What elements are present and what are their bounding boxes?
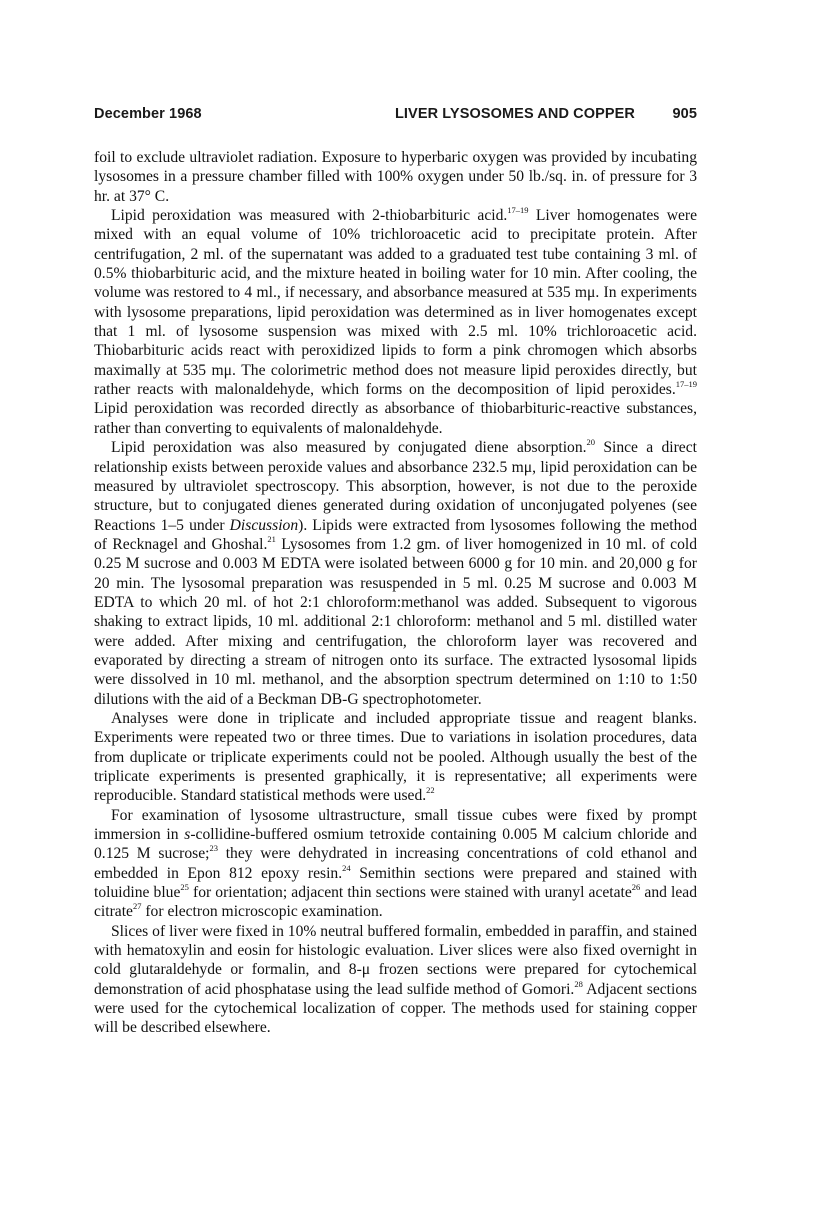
text: Lipid peroxidation was measured with 2-thiobarbituric acid. [111,207,508,225]
text: they were dehydrated in increasing concentrations of cold ethanol and embedded in Epon 812 epoxy resin. [94,845,697,882]
reference-superscript: 20 [586,436,596,447]
text: Lipid peroxidation was also measured by conjugated diene absorption. [111,439,587,457]
reference-superscript: 26 [631,881,641,892]
text: and lead citrate [94,884,697,921]
text: Lipid peroxidation was recorded directly as absorbance of thiobarbituric-reactive substances, rather than converting to equivalents of malonaldehyde. [94,400,697,437]
reference-superscript: 17–19 [675,378,697,389]
reference-superscript: 28 [574,978,583,989]
text: Lysosomes from 1.2 gm. of liver homogenized in 10 ml. of cold 0.25 M sucrose and 0.003 M EDTA were isolated between 6000 g for 10 min. and 20,000 g for 20 min. The lysosomal preparation was resuspended in 5 ml. 0.25 M sucrose and 0.003 M EDTA to which 20 ml. of hot 2:1 chloroform:methanol was added. Subsequent to vigorous shaking to extract lipids, 10 ml. additional 2:1 chloroform: methanol and 5 ml. distilled water were added. After mixing and centrifugation, the chloroform layer was recovered and evaporated by directing a stream of nitrogen onto its surface. The extracted lysosomal lipids were dissolved in 10 ml. methanol, and the absorption spectrum determined on 1:10 to 1:50 dilutions with the aid of a Beckman DB-G spectrophotometer. [94,535,698,708]
reference-superscript: 23 [209,843,218,854]
reference-superscript: 27 [132,901,142,912]
text: for orientation; adjacent thin sections were stained with uranyl acetate [188,884,632,902]
running-title: LIVER LYSOSOMES AND COPPER [394,106,635,122]
issue-date: December 1968 [94,106,202,122]
text: for electron microscopic examination. [141,903,383,921]
paragraph-histology [94,922,697,1038]
italic-text: Discussion [229,516,299,534]
text: Analyses were done in triplicate and included appropriate tissue and reagent blanks. Experiments were repeated two or three times. Due to variations in isolation procedures, data from duplicate or triplicate experiments could not be pooled. Although usually the best of the triplicate experiments is presented graphically, it is representative; all experiments were reproducible. Standard statistical methods were used. [94,709,697,805]
text: Semithin sections were prepared and stained with toluidine blue [94,864,698,902]
italic-text: s [184,826,191,844]
article-body [94,148,697,1038]
reference-superscript: 22 [426,785,435,796]
page-number: 905 [672,106,697,122]
text: Slices of liver were fixed in 10% neutral buffered formalin, embedded in paraffin, and stained with hematoxylin and eosin for histologic evaluation. Liver slices were also fixed overnight in cold glutaraldehyde or formalin, and 8-μ frozen sections were prepared for cytochemical demonstration of acid phosphatase using the lead sulfide method of Gomori. [94,922,697,998]
paragraph-lipid-peroxidation-tba [94,206,697,438]
paragraph-analyses [94,709,697,806]
text: -collidine-buffered osmium tetroxide containing 0.005 M calcium chloride and 0.125 M sucrose; [94,826,697,863]
text: Adjacent sections were used for the cytochemical localization of copper. The methods used for staining copper will be described elsewhere. [94,980,697,1037]
paragraph-ultrastructure [94,806,697,922]
paragraph-hyperbaric-oxygen [94,148,697,206]
running-header [94,106,697,130]
reference-superscript: 21 [267,533,276,544]
text: ). Lipids were extracted from lysosomes following the method of Recknagel and Ghoshal. [94,516,697,553]
text: Since a direct relationship exists between peroxide values and absorbance 232.5 mμ, lipid peroxidation can be measured by ultraviolet spectroscopy. This absorption, however, is not due to the peroxide structure, but to conjugated dienes generated during oxidation of unconjugated polyenes (see Reactions 1–5 under [94,439,697,534]
reference-superscript: 17–19 [507,204,529,215]
text: For examination of lysosome ultrastructure, small tissue cubes were fixed by prompt immersion in [94,806,697,844]
reference-superscript: 25 [180,881,189,892]
text: Liver homogenates were mixed with an equal volume of 10% trichloroacetic acid to precipitate protein. After centrifugation, 2 ml. of the supernatant was added to a graduated test tube containing 3 ml. of 0.5% thiobarbituric acid, and the mixture heated in boiling water for 10 min. After cooling, the volume was restored to 4 ml., if necessary, and absorbance measured at 535 mμ. In experiments with lysosome preparations, lipid peroxidation was determined as in liver homogenates except that 1 ml. of lysosome suspension was mixed with 2.5 ml. 10% trichloroacetic acid. Thiobarbituric acids react with peroxidized lipids to form a pink chromogen which absorbs maximally at 535 mμ. The colorimetric method does not measure lipid peroxides directly, but rather reacts with malonaldehyde, which forms on the decomposition of lipid peroxides. [94,207,697,399]
reference-superscript: 24 [342,862,351,873]
text: foil to exclude ultraviolet radiation. Exposure to hyperbaric oxygen was provided by incubating lysosomes in a pressure chamber filled with 100% oxygen under 50 lb./sq. in. of pressure for 3 hr. at 37° C. [94,149,697,205]
paragraph-conjugated-diene [94,438,697,709]
